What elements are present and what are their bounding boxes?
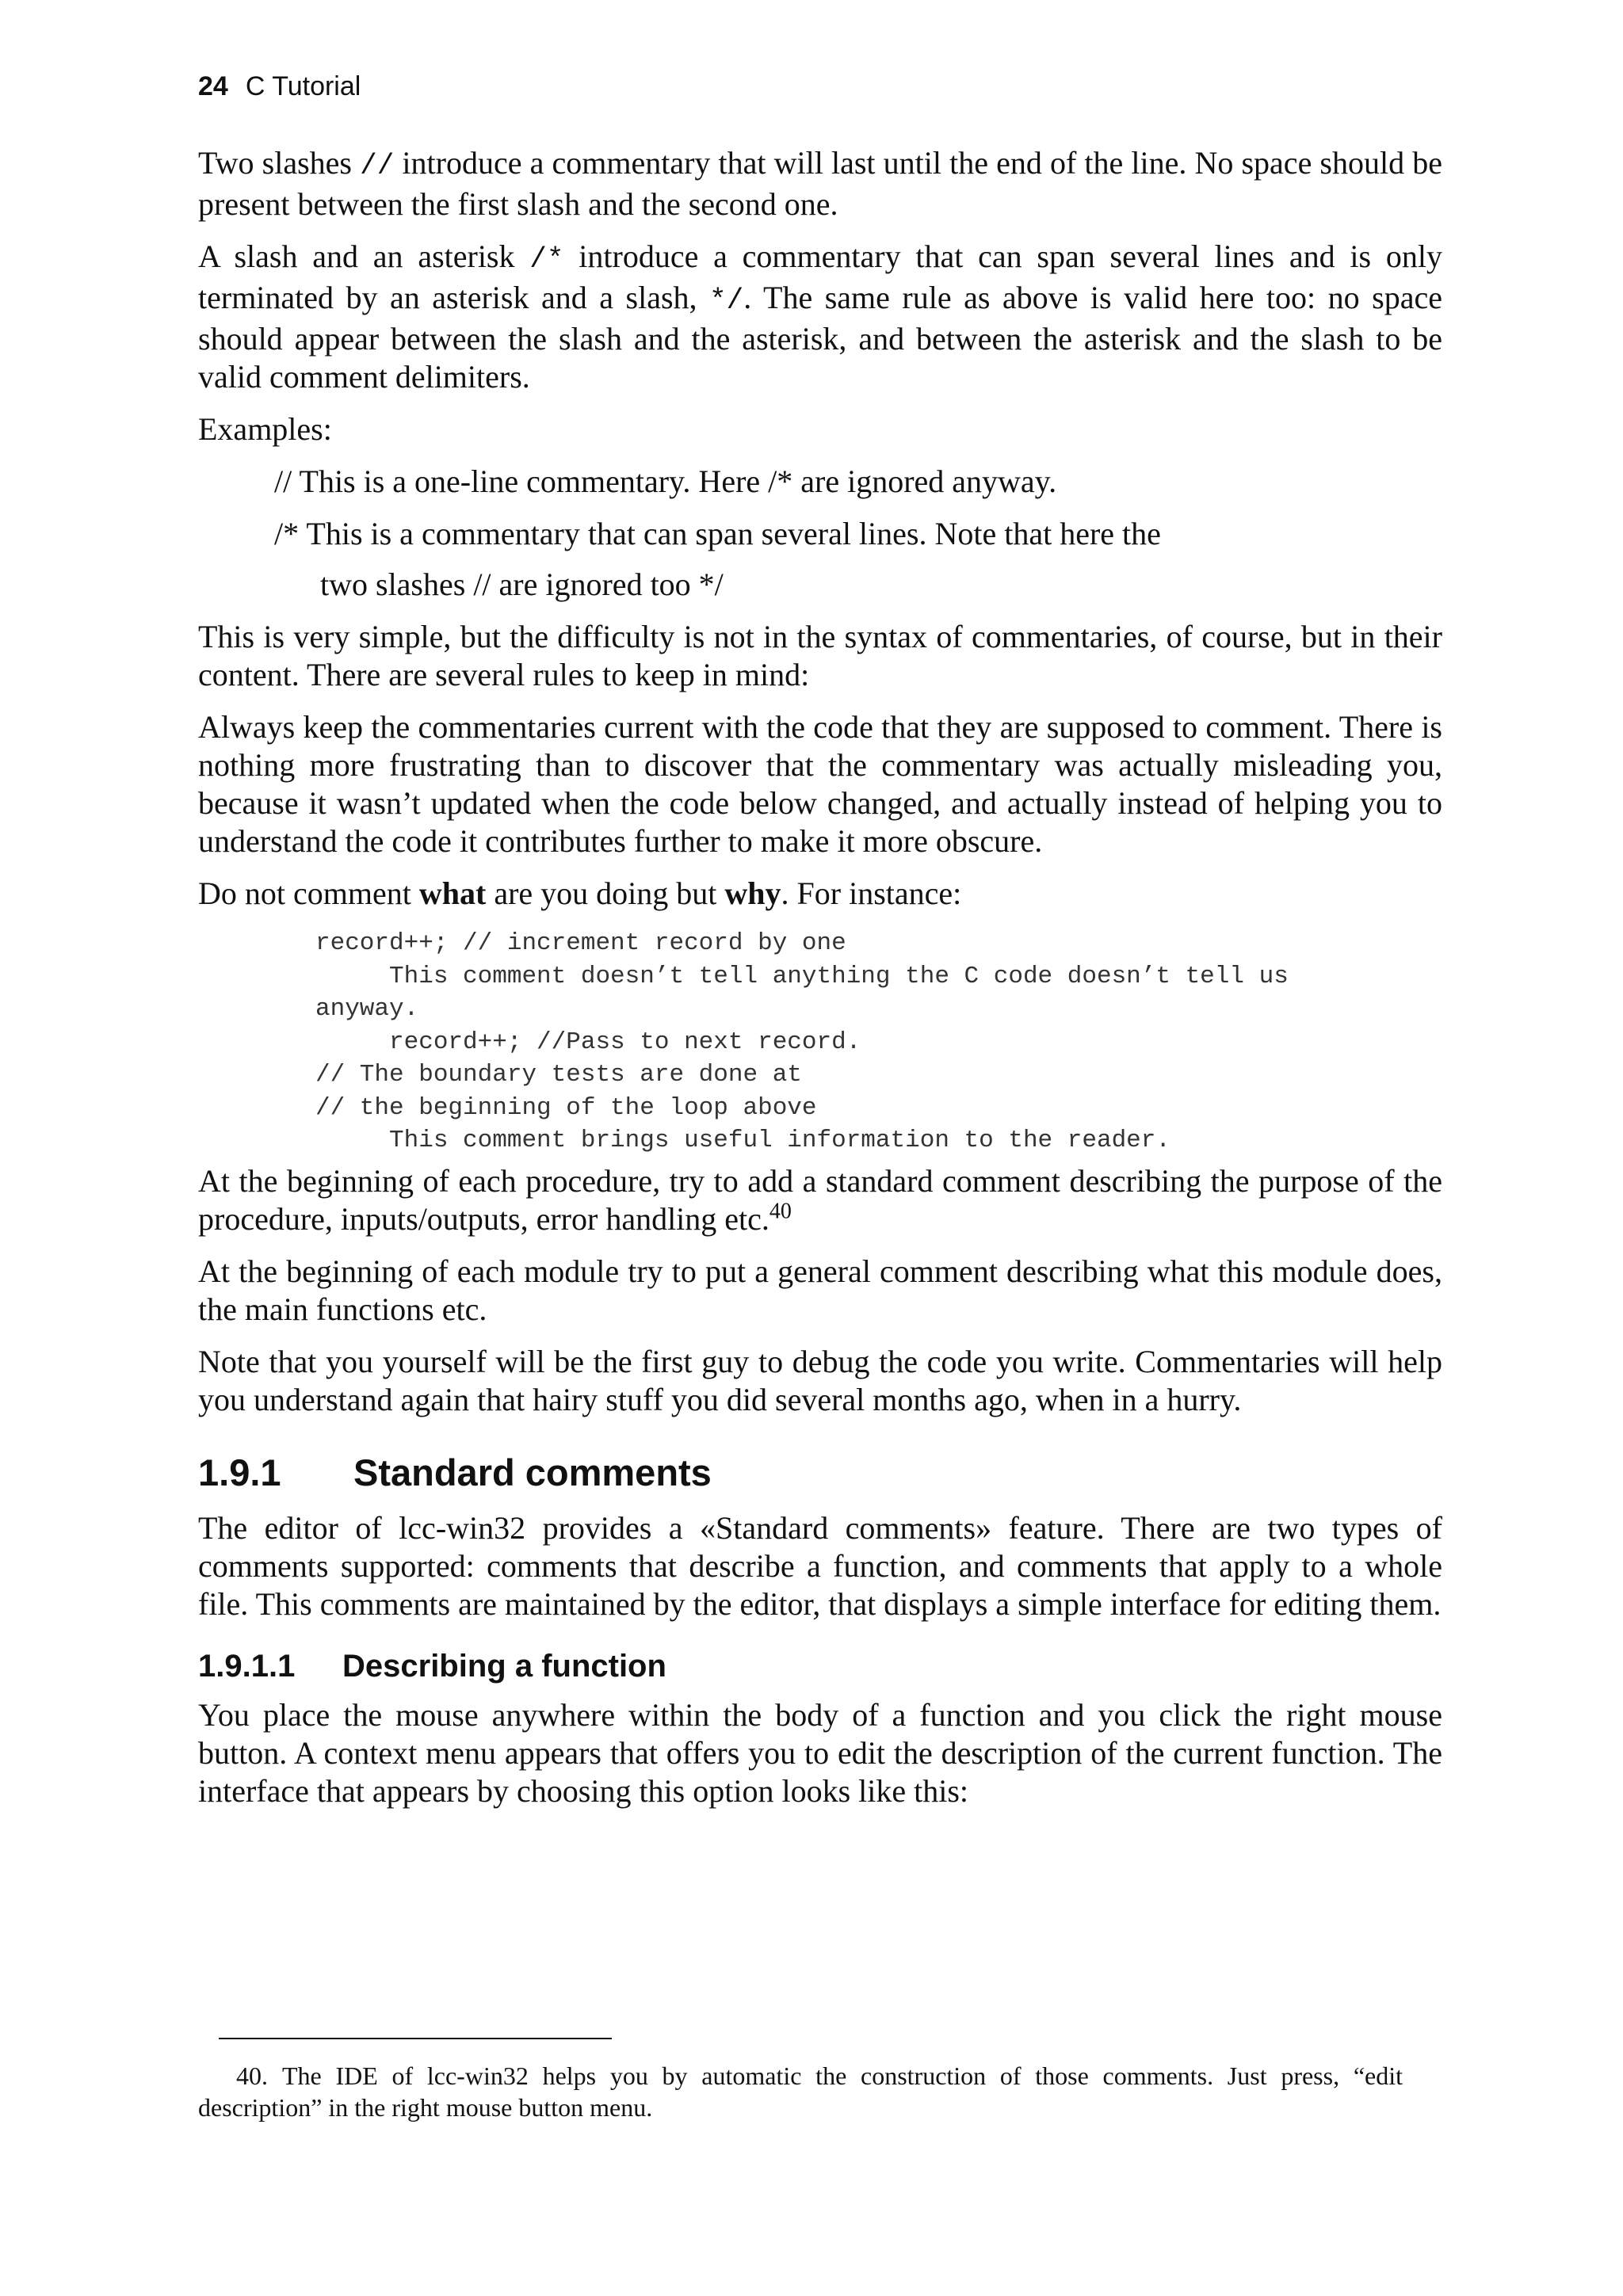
paragraph-keep-current: Always keep the commentaries current with the code that they are supposed to comment. There is nothing more frustrating than to discover that the commentary was actually misleading you, because it wasn’t updated when the code below changed, and actually instead of helping you to understand the code it contributes further to make it more obscure. <box>198 709 1442 859</box>
text-run: . For instance: <box>781 875 962 911</box>
subsection-title: Describing a function <box>342 1648 666 1684</box>
example-multi-line-2: two slashes // are ignored too */ <box>320 566 724 602</box>
text-run: A slash and an asterisk <box>198 238 530 274</box>
text-run: At the beginning of each procedure, try to add a standard comment describing the purpose of the procedure, inputs/outputs, error handling etc. <box>198 1162 1442 1237</box>
footnote-rule <box>219 2038 612 2039</box>
paragraph-block-comment <box>198 238 1442 396</box>
section-paragraph: The editor of lcc-win32 provides a «Standard comments» feature. There are two types of comments supported: comments that describe a function, and comments that apply to a whole file. This comments are maintained by the editor, that displays a simple interface for editing them. <box>198 1509 1442 1622</box>
bold-why: why <box>724 875 781 911</box>
subsection-number: 1.9.1.1 <box>198 1648 296 1684</box>
paragraph-line-comment <box>198 144 1442 223</box>
paragraph-comment-why <box>198 875 1442 913</box>
code-example-block: record++; // increment record by one This comment doesn’t tell anything the C code doesn’t tell us anyway. record++; //Pass to next record. // The boundary tests are done at // the beginning of the loop above This comment brings useful information to the reader. <box>315 929 1289 1154</box>
running-head <box>198 71 361 102</box>
text-run: introduce a commentary that can span several lines and is only terminated by an asterisk and a slash, <box>198 238 1442 315</box>
running-title: C Tutorial <box>245 71 361 101</box>
footnote-number: 40. <box>236 2061 268 2090</box>
example-one-line: // This is a one-line commentary. Here /* are ignored anyway. <box>274 463 1057 499</box>
subsection-paragraph: You place the mouse anywhere within the body of a function and you click the right mouse button. A context menu appears that offers you to edit the description of the current function. The interface that appears by choosing this option looks like this: <box>198 1696 1442 1809</box>
text-run: . The same rule as above is valid here too: no space should appear between the slash and the asterisk, and between the asterisk and the slash to be valid comment delimiters. <box>198 280 1442 395</box>
paragraph-difficulty: This is very simple, but the difficulty is not in the syntax of commentaries, of course, but in their content. There are several rules to keep in mind: <box>198 619 1442 692</box>
section-title: Standard comments <box>353 1451 712 1493</box>
inline-code: // <box>360 150 395 182</box>
examples-label: Examples: <box>198 411 332 447</box>
page-number: 24 <box>198 71 228 101</box>
text-run: are you doing but <box>486 875 725 911</box>
paragraph-module-comment: At the beginning of each module try to put a general comment describing what this module does, the main functions etc. <box>198 1253 1442 1327</box>
paragraph-debug-note: Note that you yourself will be the first guy to debug the code you write. Commentaries will help you understand again that hairy stuff you did several months ago, when in a hurry. <box>198 1343 1442 1417</box>
footnote <box>198 2060 1403 2123</box>
text-run: Do not comment <box>198 875 419 911</box>
inline-code: */ <box>709 284 744 317</box>
footnote-text: The IDE of lcc-win32 helps you by automatic the construction of those comments. Just press, “edit description” in the right mouse button menu. <box>198 2061 1403 2122</box>
subsection-heading <box>198 1647 1442 1685</box>
footnote-ref[interactable]: 40 <box>769 1199 792 1224</box>
bold-what: what <box>418 875 487 911</box>
inline-code: /* <box>529 243 564 276</box>
section-heading <box>198 1451 1442 1495</box>
example-multi-line-1: /* This is a commentary that can span several lines. Note that here the <box>274 516 1161 551</box>
main-text <box>198 144 1442 1825</box>
text-run: Two slashes <box>198 145 361 181</box>
text-run: introduce a commentary that will last until the end of the line. No space should be present between the first slash and the second one. <box>198 145 1442 222</box>
paragraph-procedure-comment <box>198 1162 1442 1238</box>
section-number: 1.9.1 <box>198 1451 281 1493</box>
